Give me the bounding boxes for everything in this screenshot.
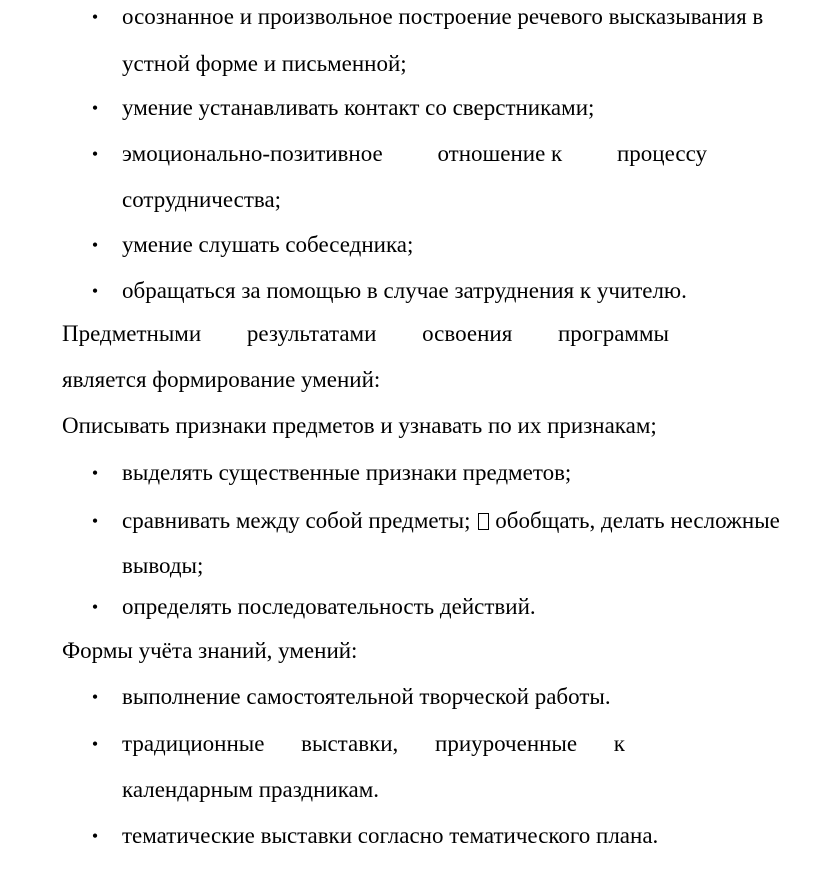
- word: приуроченные: [435, 731, 578, 756]
- paragraph-2: Описывать признаки предметов и узнавать по их признакам;: [62, 413, 657, 438]
- paragraph-3: Формы учёта знаний, умений:: [62, 638, 358, 663]
- bullet-icon: •: [91, 463, 99, 483]
- missing-glyph-icon: [478, 513, 489, 530]
- text-part: сравнивать между собой предметы;: [122, 508, 471, 533]
- paragraph-1-line-1: [62, 320, 669, 348]
- word: традиционные: [122, 731, 265, 756]
- bullet-icon: •: [91, 281, 99, 301]
- paragraph-1-line-2: является формирование умений:: [62, 367, 381, 392]
- list-item-5: обращаться за помощью в случае затруднения к учителю.: [122, 278, 687, 303]
- word: выставки,: [301, 731, 399, 756]
- list-item-1-line-2: устной форме и письменной;: [122, 51, 407, 76]
- word: отношение к: [437, 141, 563, 166]
- word: к: [613, 731, 625, 756]
- list-2-item-2-line-1: [122, 507, 780, 535]
- list-item-3-line-1: [122, 140, 707, 168]
- bullet-icon: •: [91, 98, 99, 118]
- word: программы: [557, 321, 669, 346]
- word: Предметными: [62, 321, 202, 346]
- bullet-icon: •: [91, 687, 99, 707]
- bullet-icon: •: [91, 511, 99, 531]
- word: освоения: [422, 321, 513, 346]
- list-3-item-2-line-1: [122, 730, 625, 758]
- list-2-item-2-line-2: выводы;: [122, 553, 204, 578]
- word: процессу: [616, 141, 707, 166]
- bullet-icon: •: [91, 7, 99, 27]
- text-part: обобщать, делать несложные: [495, 508, 780, 533]
- bullet-icon: •: [91, 144, 99, 164]
- list-item-3-line-2: сотрудничества;: [122, 187, 282, 212]
- list-3-item-2-line-2: календарным праздникам.: [122, 777, 380, 802]
- list-item-4: умение слушать собеседника;: [122, 232, 414, 257]
- bullet-icon: •: [91, 734, 99, 754]
- word: результатами: [246, 321, 377, 346]
- bullet-icon: •: [91, 235, 99, 255]
- list-item-1-line-1: осознанное и произвольное построение речевого высказывания в: [122, 4, 764, 29]
- list-3-item-1: выполнение самостоятельной творческой работы.: [122, 684, 611, 709]
- bullet-icon: •: [91, 826, 99, 846]
- list-2-item-1: выделять существенные признаки предметов;: [122, 460, 572, 485]
- bullet-icon: •: [91, 597, 99, 617]
- list-2-item-3: определять последовательность действий.: [122, 594, 536, 619]
- list-3-item-3: тематические выставки согласно тематического плана.: [122, 823, 659, 848]
- word: эмоционально-позитивное: [122, 141, 383, 166]
- list-item-2: умение устанавливать контакт со сверстниками;: [122, 95, 595, 120]
